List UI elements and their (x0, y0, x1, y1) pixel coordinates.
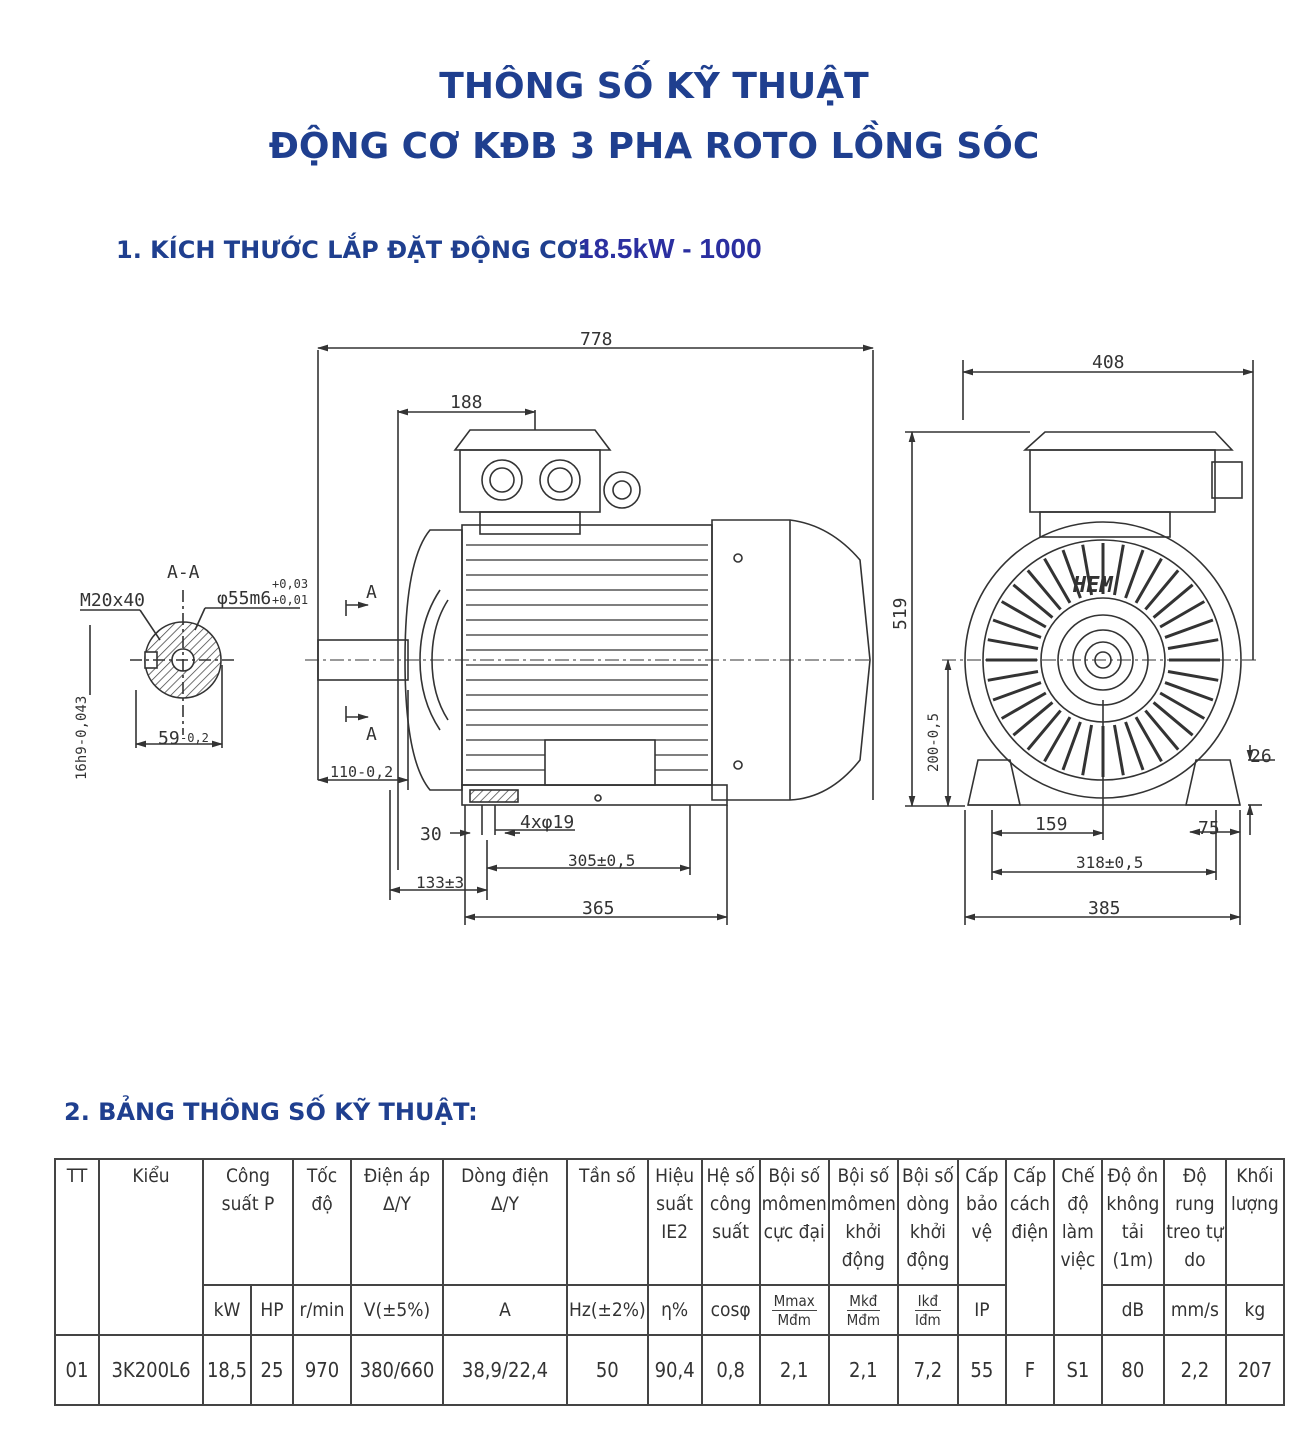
cell-kieu: 3K200L6 (99, 1335, 203, 1405)
cell-db: 80 (1102, 1335, 1164, 1405)
cell-tt: 01 (55, 1335, 99, 1405)
motor-front-view (905, 360, 1275, 925)
cooling-fin (993, 683, 1041, 700)
unit-kg: kg (1226, 1285, 1284, 1335)
unit-pf: cosφ (702, 1285, 760, 1335)
cell-ikd: 7,2 (898, 1335, 958, 1405)
cell-volt: 380/660 (351, 1335, 443, 1405)
front-foot-hole-spacing-dim: 318±0,5 (1076, 853, 1144, 872)
col-cong-suat: Công suất P (203, 1159, 293, 1285)
cooling-fin (1114, 545, 1123, 595)
unit-rpm: r/min (293, 1285, 351, 1335)
unit-ip: IP (958, 1285, 1006, 1335)
cooling-fin (1165, 683, 1213, 700)
key-height-tol: -0,2 (180, 731, 209, 745)
cell-kw: 18,5 (203, 1335, 251, 1405)
key-height-dim: 59 (158, 728, 180, 749)
shaft-diameter-dim: φ55m6 (217, 588, 272, 609)
col-ikd: Bội số dòng khởi động (898, 1159, 958, 1285)
col-mmax: Bội số mômen cực đại (760, 1159, 829, 1285)
overall-width-dim: 408 (1092, 352, 1125, 373)
cell-mmax: 2,1 (760, 1335, 829, 1405)
brand-logo: HEM (1073, 573, 1113, 598)
unit-ikd: $\frac{\text{Ikđ}}{\text{Iđm}}$ (898, 1285, 958, 1335)
section2-heading: 2. BẢNG THÔNG SỐ KỸ THUẬT: (64, 1098, 478, 1126)
terminal-offset-dim: 188 (450, 392, 483, 413)
foot-hole-spacing-dim: 305±0,5 (568, 851, 636, 870)
col-tt: TT (55, 1159, 99, 1335)
col-he-so: Hệ số công suất (702, 1159, 760, 1285)
shaft-tol-lower: +0,01 (272, 593, 309, 607)
cooling-fin (1168, 640, 1218, 649)
col-do-rung: Độ rung treo tự do (1164, 1159, 1226, 1285)
unit-amp: A (443, 1285, 567, 1335)
cell-pf: 0,8 (702, 1335, 760, 1405)
document-title-line1: THÔNG SỐ KỸ THUẬT (439, 66, 869, 107)
col-ip: Cấp bảo vệ (958, 1159, 1006, 1285)
model-rating: 18.5kW - 1000 (578, 233, 762, 264)
col-hieu-suat: Hiệu suất IE2 (648, 1159, 702, 1285)
unit-mkd: $\frac{\text{Mkđ}}{\text{Mđm}}$ (829, 1285, 898, 1335)
shaft-height-dim: 200-0,5 (926, 712, 942, 772)
cell-amp: 38,9/22,4 (443, 1335, 567, 1405)
col-dong-dien: Dòng điện Δ/Y (443, 1159, 567, 1285)
cooling-fin (988, 671, 1038, 680)
col-kieu: Kiểu (99, 1159, 203, 1335)
shaft-tol-upper: +0,03 (272, 577, 309, 591)
cooling-fin (1168, 671, 1218, 680)
mounting-dimension-drawing (0, 300, 1308, 940)
shaft-section-view (80, 590, 300, 748)
cooling-fin (1114, 725, 1123, 775)
table-row (55, 1335, 1284, 1405)
col-mkd: Bội số mômen khởi động (829, 1159, 898, 1285)
bolt-holes-dim: 4xφ19 (520, 812, 575, 833)
cell-kg: 207 (1226, 1335, 1284, 1405)
cooling-fin (1126, 722, 1143, 770)
cell-hz: 50 (567, 1335, 648, 1405)
foot-thickness-dim: 26 (1250, 746, 1272, 767)
overall-length-dim: 778 (580, 329, 613, 350)
overall-height-dim: 519 (890, 597, 911, 630)
cell-eff: 90,4 (648, 1335, 702, 1405)
unit-db: dB (1102, 1285, 1164, 1335)
spec-table (54, 1158, 1285, 1406)
cooling-fin (1126, 550, 1143, 598)
section1-heading: 1. KÍCH THƯỚC LẮP ĐẶT ĐỘNG CƠ: (116, 236, 588, 264)
unit-mms: mm/s (1164, 1285, 1226, 1335)
section-label: A-A (167, 562, 200, 583)
cell-mkd: 2,1 (829, 1335, 898, 1405)
col-cach-dien: Cấp cách điện (1006, 1159, 1054, 1335)
table-header-row (55, 1159, 1284, 1285)
key-width-dim: 16h9-0,043 (74, 695, 90, 780)
thread-dim: M20x40 (80, 590, 146, 611)
cell-hp: 25 (251, 1335, 293, 1405)
foot-width-dim: 30 (420, 824, 442, 845)
cooling-fin (988, 640, 1038, 649)
cell-ip: 55 (958, 1335, 1006, 1405)
cooling-fin (1083, 725, 1092, 775)
front-foot-width-dim: 385 (1088, 898, 1121, 919)
unit-volt: V(±5%) (351, 1285, 443, 1335)
cell-rpm: 970 (293, 1335, 351, 1405)
unit-mmax: $\frac{Mmax}{\text{Mđm}}$ (760, 1285, 829, 1335)
unit-kw: kW (203, 1285, 251, 1335)
col-toc-do: Tốc độ (293, 1159, 351, 1285)
unit-eff: η% (648, 1285, 702, 1335)
col-che-do: Chế độ làm việc (1054, 1159, 1102, 1335)
cooling-fin (993, 620, 1041, 637)
foot-length-dim: 365 (582, 898, 615, 919)
section-mark-bottom: A (366, 724, 377, 745)
section-mark-top: A (366, 582, 377, 603)
col-khoi-luong: Khối lượng (1226, 1159, 1284, 1285)
cell-ins: F (1006, 1335, 1054, 1405)
cell-vib: 2,2 (1164, 1335, 1226, 1405)
col-do-on: Độ ồn không tải (1m) (1102, 1159, 1164, 1285)
foot-offset-dim: 133±3 (416, 873, 465, 892)
cell-duty: S1 (1054, 1335, 1102, 1405)
cooling-fin (1165, 620, 1213, 637)
unit-hp: HP (251, 1285, 293, 1335)
col-tan-so: Tần số (567, 1159, 648, 1285)
document-title-line2: ĐỘNG CƠ KĐB 3 PHA ROTO LỒNG SÓC (268, 126, 1040, 167)
foot-pad-dim: 75 (1198, 818, 1220, 839)
cooling-fin (1063, 722, 1080, 770)
col-dien-ap: Điện áp Δ/Y (351, 1159, 443, 1285)
half-spacing-dim: 159 (1035, 814, 1068, 835)
unit-hz: Hz(±2%) (567, 1285, 648, 1335)
motor-side-view (305, 348, 873, 925)
shaft-length-dim: 110-0,2 (330, 763, 394, 781)
